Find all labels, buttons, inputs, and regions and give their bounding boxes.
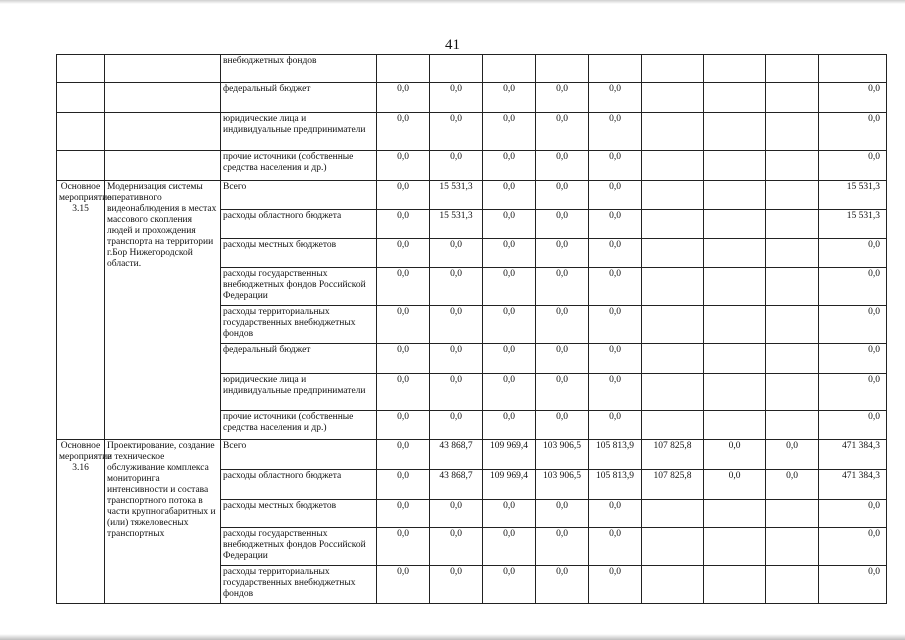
activity-title: Модернизация системы оперативного видеонаблюдения в местах массового скопления людей и прохождения транспорта на территории г.Бор Нижегородской области. [105,181,221,440]
table-row [57,113,887,151]
value-cell [483,55,536,83]
value-cell: 0,0 [430,500,483,528]
value-cell: 0,0 [377,411,430,440]
total-value-cell: 15 531,3 [819,210,887,239]
value-cell: 0,0 [589,181,642,210]
value-cell: 0,0 [430,528,483,566]
value-cell [430,55,483,83]
value-cell [642,151,704,181]
value-cell [704,83,766,113]
value-cell [704,268,766,306]
table-body [57,55,887,604]
value-cell: 0,0 [536,181,589,210]
value-cell: 0,0 [589,344,642,374]
value-cell: 0,0 [589,500,642,528]
value-cell: 0,0 [536,411,589,440]
total-value-cell: 471 384,3 [819,440,887,470]
value-cell [766,528,819,566]
value-cell [766,151,819,181]
total-value-cell: 0,0 [819,374,887,411]
value-cell [642,55,704,83]
value-cell: 109 969,4 [483,440,536,470]
value-cell: 0,0 [430,566,483,604]
table-row [57,83,887,113]
funding-source: юридические лица и индивидуальные предприниматели [221,113,377,151]
value-cell: 0,0 [589,83,642,113]
value-cell: 0,0 [483,239,536,268]
value-cell [642,239,704,268]
funding-source: расходы территориальных государственных внебюджетных фондов [221,306,377,344]
value-cell [766,181,819,210]
value-cell: 0,0 [377,374,430,411]
value-cell [704,306,766,344]
value-cell: 15 531,3 [430,181,483,210]
empty-cell [105,151,221,181]
total-value-cell: 0,0 [819,344,887,374]
scan-edge-bottom [0,634,905,640]
funding-source: расходы областного бюджета [221,470,377,500]
value-cell [589,55,642,83]
value-cell: 43 868,7 [430,470,483,500]
value-cell [766,113,819,151]
funding-source: федеральный бюджет [221,344,377,374]
value-cell: 0,0 [430,344,483,374]
funding-source: расходы государственных внебюджетных фондов Российской Федерации [221,528,377,566]
value-cell [642,268,704,306]
activity-code: Основное мероприятие 3.15 [57,181,105,440]
value-cell [642,306,704,344]
value-cell [377,55,430,83]
value-cell: 0,0 [430,239,483,268]
value-cell: 0,0 [377,239,430,268]
value-cell: 0,0 [483,83,536,113]
table-row [57,151,887,181]
empty-cell [57,113,105,151]
value-cell [766,306,819,344]
total-value-cell: 0,0 [819,411,887,440]
funding-source: расходы территориальных государственных внебюджетных фондов [221,566,377,604]
value-cell: 0,0 [377,306,430,344]
total-value-cell: 471 384,3 [819,470,887,500]
value-cell [704,181,766,210]
value-cell [704,344,766,374]
value-cell: 109 969,4 [483,470,536,500]
value-cell: 0,0 [589,210,642,239]
value-cell [766,210,819,239]
empty-cell [105,83,221,113]
value-cell: 0,0 [430,151,483,181]
value-cell [642,500,704,528]
value-cell: 0,0 [536,210,589,239]
total-value-cell [819,55,887,83]
funding-source: расходы областного бюджета [221,210,377,239]
value-cell: 0,0 [536,239,589,268]
empty-cell [57,151,105,181]
value-cell: 0,0 [483,268,536,306]
funding-source: прочие источники (собственные средства населения и др.) [221,411,377,440]
funding-source: прочие источники (собственные средства населения и др.) [221,151,377,181]
value-cell: 0,0 [483,306,536,344]
funding-source: юридические лица и индивидуальные предприниматели [221,374,377,411]
value-cell: 107 825,8 [642,470,704,500]
value-cell [766,411,819,440]
value-cell: 0,0 [536,83,589,113]
value-cell: 0,0 [589,566,642,604]
total-value-cell: 0,0 [819,566,887,604]
value-cell: 0,0 [377,210,430,239]
value-cell [766,566,819,604]
value-cell [642,528,704,566]
value-cell: 0,0 [377,151,430,181]
value-cell [766,374,819,411]
total-value-cell: 0,0 [819,113,887,151]
value-cell: 0,0 [589,374,642,411]
value-cell: 0,0 [377,268,430,306]
value-cell: 0,0 [483,210,536,239]
value-cell: 0,0 [589,151,642,181]
value-cell: 0,0 [430,83,483,113]
value-cell [642,411,704,440]
value-cell: 43 868,7 [430,440,483,470]
total-value-cell: 0,0 [819,306,887,344]
value-cell: 0,0 [766,470,819,500]
value-cell: 0,0 [589,411,642,440]
value-cell: 0,0 [377,528,430,566]
value-cell: 0,0 [377,566,430,604]
page-number: 41 [445,37,460,53]
value-cell: 0,0 [430,113,483,151]
table-row [57,440,887,470]
value-cell: 0,0 [377,500,430,528]
value-cell: 0,0 [483,374,536,411]
value-cell [704,411,766,440]
value-cell: 103 906,5 [536,440,589,470]
value-cell: 0,0 [589,306,642,344]
total-value-cell: 0,0 [819,151,887,181]
value-cell: 0,0 [536,151,589,181]
value-cell [704,239,766,268]
value-cell: 0,0 [536,344,589,374]
funding-source: расходы государственных внебюджетных фондов Российской Федерации [221,268,377,306]
value-cell: 0,0 [430,306,483,344]
value-cell: 0,0 [483,411,536,440]
value-cell: 0,0 [483,151,536,181]
value-cell: 0,0 [536,306,589,344]
value-cell [766,344,819,374]
value-cell [766,55,819,83]
value-cell: 0,0 [377,344,430,374]
funding-source: Всего [221,440,377,470]
funding-source: внебюджетных фондов [221,55,377,83]
value-cell [704,210,766,239]
table-row [57,181,887,210]
scan-edge-top [0,0,905,4]
empty-cell [105,113,221,151]
value-cell: 0,0 [766,440,819,470]
value-cell: 0,0 [377,83,430,113]
value-cell [642,374,704,411]
empty-cell [57,55,105,83]
value-cell: 0,0 [589,528,642,566]
value-cell: 0,0 [483,528,536,566]
value-cell [704,500,766,528]
funding-source: расходы местных бюджетов [221,239,377,268]
total-value-cell: 15 531,3 [819,181,887,210]
activity-title: Проектирование, создание и техническое обслуживание комплекса мониторинга интенсивности и состава транспортного потока в части крупногабаритных и (или) тяжеловесных транспортных [105,440,221,604]
value-cell: 0,0 [704,440,766,470]
value-cell: 0,0 [483,566,536,604]
value-cell [642,566,704,604]
value-cell: 0,0 [536,500,589,528]
value-cell [704,566,766,604]
budget-table [56,54,887,604]
value-cell [642,344,704,374]
value-cell [642,83,704,113]
value-cell: 0,0 [483,500,536,528]
total-value-cell: 0,0 [819,239,887,268]
value-cell: 0,0 [536,566,589,604]
value-cell: 0,0 [430,268,483,306]
value-cell [766,500,819,528]
total-value-cell: 0,0 [819,268,887,306]
value-cell: 0,0 [377,181,430,210]
value-cell [766,239,819,268]
funding-source: федеральный бюджет [221,83,377,113]
empty-cell [105,55,221,83]
value-cell: 105 813,9 [589,440,642,470]
empty-cell [57,83,105,113]
value-cell: 0,0 [483,344,536,374]
value-cell [704,55,766,83]
value-cell [642,113,704,151]
value-cell: 0,0 [536,528,589,566]
value-cell: 0,0 [430,411,483,440]
value-cell [704,113,766,151]
total-value-cell: 0,0 [819,83,887,113]
funding-source: расходы местных бюджетов [221,500,377,528]
value-cell: 107 825,8 [642,440,704,470]
value-cell [704,151,766,181]
value-cell: 0,0 [536,268,589,306]
value-cell: 0,0 [377,113,430,151]
value-cell: 0,0 [536,113,589,151]
value-cell: 103 906,5 [536,470,589,500]
value-cell: 0,0 [589,268,642,306]
value-cell [704,528,766,566]
value-cell: 0,0 [589,113,642,151]
value-cell: 0,0 [430,374,483,411]
value-cell: 105 813,9 [589,470,642,500]
value-cell [642,181,704,210]
value-cell: 0,0 [704,470,766,500]
value-cell: 0,0 [589,239,642,268]
table-row [57,55,887,83]
total-value-cell: 0,0 [819,528,887,566]
value-cell [766,83,819,113]
value-cell: 0,0 [536,374,589,411]
value-cell: 0,0 [377,470,430,500]
value-cell: 0,0 [483,181,536,210]
value-cell: 15 531,3 [430,210,483,239]
value-cell: 0,0 [483,113,536,151]
funding-source: Всего [221,181,377,210]
value-cell [642,210,704,239]
value-cell [536,55,589,83]
activity-code: Основное мероприятие 3.16 [57,440,105,604]
value-cell [766,268,819,306]
total-value-cell: 0,0 [819,500,887,528]
value-cell [704,374,766,411]
value-cell: 0,0 [377,440,430,470]
